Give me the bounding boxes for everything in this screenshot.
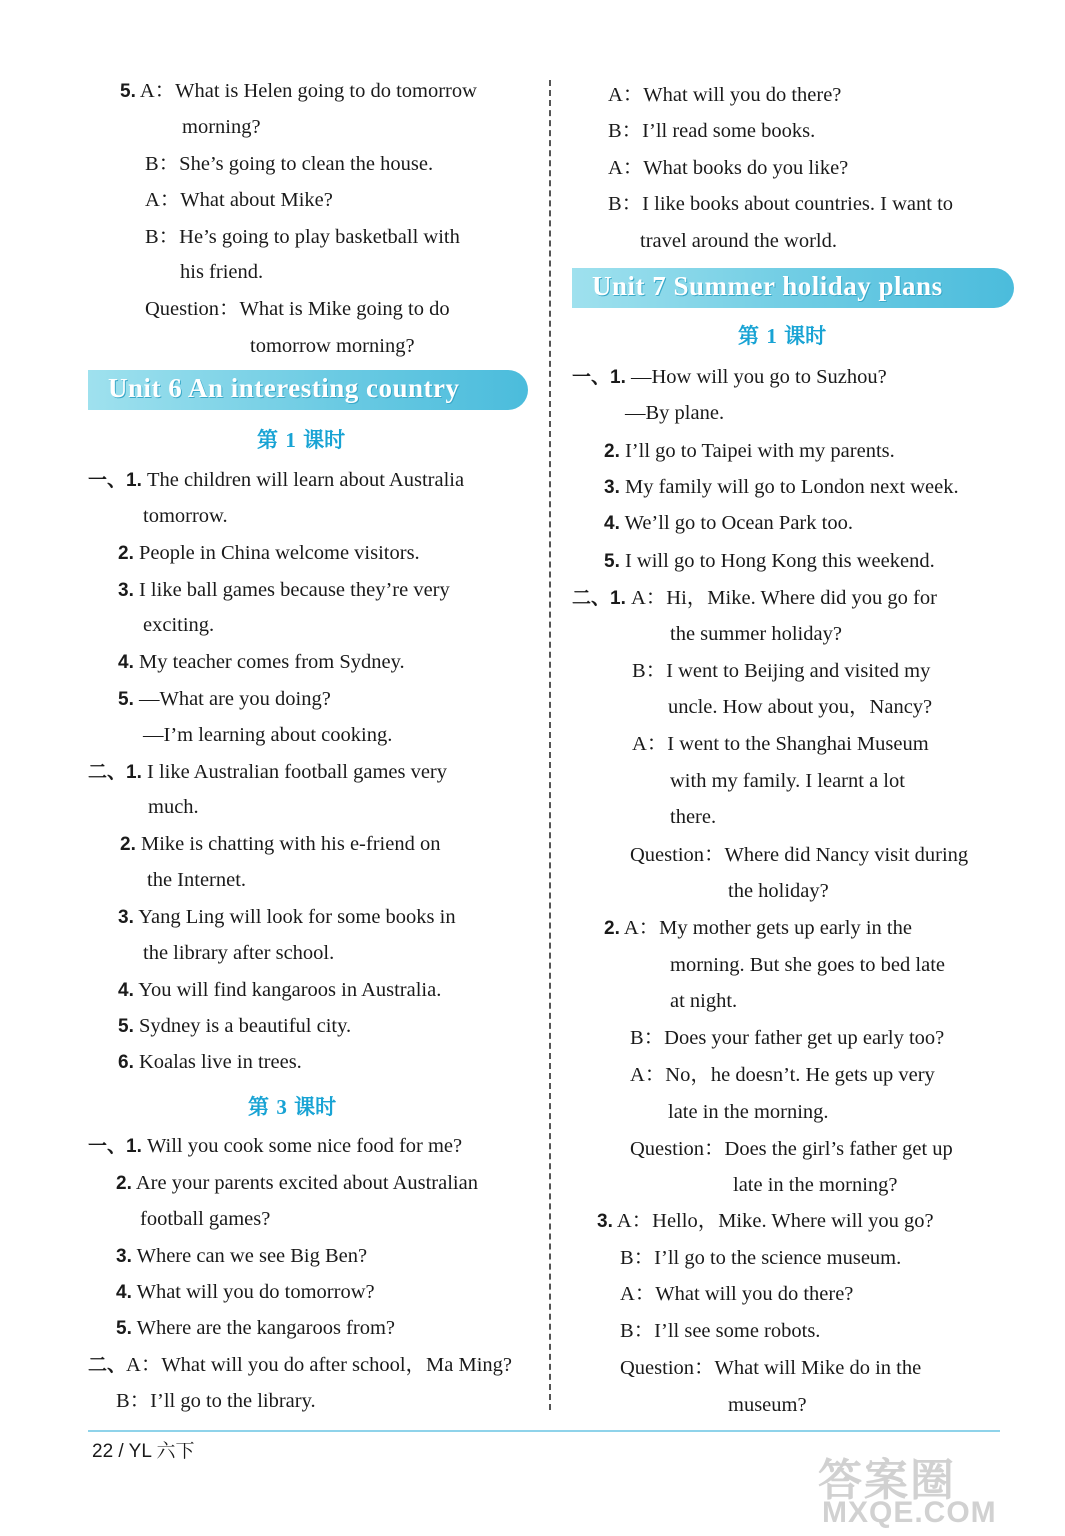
line-text: A：What about Mike? [145, 189, 333, 211]
item-number: 4. [604, 513, 620, 534]
line-text: People in China welcome visitors. [133, 542, 420, 564]
item-number: 4. [116, 1282, 132, 1303]
left-line [147, 867, 246, 893]
left-line [118, 904, 456, 931]
section-marker: 二、 [88, 1354, 127, 1376]
line-text: Yang Ling will look for some books in [133, 906, 456, 928]
line-text: My family will go to London next week. [619, 476, 959, 498]
line-text: the library after school. [143, 942, 335, 964]
footer-rule [88, 1430, 1000, 1432]
right-line [608, 191, 953, 217]
item-number: 1. [126, 762, 142, 783]
unit-6-banner [88, 370, 528, 410]
item-number: 3. [116, 1246, 132, 1267]
unit-7-banner [572, 268, 1014, 308]
line-text: B：I’ll go to the library. [116, 1390, 316, 1412]
left-line [145, 224, 460, 250]
line-text: —How will you go to Suzhou? [625, 366, 887, 388]
page-number: 22 [92, 1441, 114, 1462]
left-line [88, 1133, 462, 1160]
item-number: 1. [126, 470, 142, 491]
item-number: 4. [118, 652, 134, 673]
line-text: Where can we see Big Ben? [131, 1245, 368, 1267]
line-text: B：I’ll read some books. [608, 120, 816, 142]
line-text: Will you cook some nice food for me? [141, 1135, 463, 1157]
left-line [116, 1315, 395, 1342]
item-number: 3. [118, 580, 134, 601]
line-text: the holiday? [728, 880, 829, 902]
line-text: the Internet. [147, 869, 247, 891]
line-text: I like Australian football games very [141, 761, 448, 783]
right-line [728, 878, 829, 904]
right-line [630, 1025, 944, 1051]
column-divider [549, 80, 551, 1410]
line-text: Question：What will Mike do in the [620, 1357, 922, 1379]
line-text: Koalas live in trees. [133, 1051, 302, 1073]
section-marker: 一、 [572, 366, 611, 388]
line-text: tomorrow. [143, 505, 228, 527]
line-text: morning? [182, 116, 261, 138]
line-text: exciting. [143, 614, 215, 636]
left-line [118, 1049, 302, 1076]
left-line [116, 1388, 316, 1414]
section-marker: 一、 [88, 469, 127, 491]
left-line [118, 1013, 351, 1040]
right-line [670, 952, 945, 978]
line-text: B：She’s going to clean the house. [145, 153, 434, 175]
right-line [620, 1318, 820, 1344]
left-line [118, 686, 331, 713]
right-line [670, 988, 737, 1014]
line-text: Are your parents excited about Australian [131, 1172, 478, 1194]
line-text: at night. [670, 990, 738, 1012]
line-text: late in the morning. [668, 1101, 829, 1123]
line-text: I’ll go to Taipei with my parents. [619, 440, 895, 462]
right-line [670, 804, 716, 830]
left-line [145, 296, 450, 322]
line-text: much. [148, 796, 199, 818]
item-number: 4. [118, 980, 134, 1001]
right-line [670, 621, 842, 647]
left-line [250, 333, 415, 359]
line-text: A：I went to the Shanghai Museum [632, 733, 929, 755]
left-line [143, 722, 392, 748]
line-text: uncle. How about you，Nancy? [668, 696, 933, 718]
line-text: the summer holiday? [670, 623, 842, 645]
line-text: Question：What is Mike going to do [145, 298, 450, 320]
left-line [118, 577, 450, 604]
item-number: 3. [597, 1211, 613, 1232]
item-number: 2. [120, 834, 136, 855]
line-text: You will find kangaroos in Australia. [133, 979, 442, 1001]
section-marker: 一、 [88, 1135, 127, 1157]
line-text: —What are you doing? [133, 688, 331, 710]
item-number: 5. [120, 81, 136, 102]
line-text: there. [670, 806, 717, 828]
left-line [145, 151, 433, 177]
line-text: morning. But she goes to bed late [670, 954, 945, 976]
line-text: his friend. [180, 261, 264, 283]
line-text: A：What will you do there? [620, 1283, 854, 1305]
line-text: late in the morning? [733, 1174, 898, 1196]
left-line [118, 540, 420, 567]
lesson-heading-unit6-1: 第 1 课时 [257, 428, 346, 452]
right-line [608, 155, 848, 181]
left-line [120, 831, 440, 858]
line-text: Question：Does the girl’s father get up [630, 1138, 953, 1160]
item-number: 5. [116, 1318, 132, 1339]
item-number: 2. [604, 918, 620, 939]
right-line [728, 1392, 807, 1418]
right-line [572, 585, 937, 612]
item-number: 5. [604, 551, 620, 572]
right-line [668, 1099, 829, 1125]
line-text: A：Hi，Mike. Where did you go for [625, 587, 937, 609]
right-line [604, 438, 895, 465]
section-marker: 二、 [88, 761, 127, 783]
left-line [140, 1206, 270, 1232]
left-line [182, 114, 261, 140]
lesson-heading-unit7-1: 第 1 课时 [738, 324, 827, 348]
right-line [733, 1172, 898, 1198]
line-text: We’ll go to Ocean Park too. [619, 512, 853, 534]
item-number: 2. [116, 1173, 132, 1194]
line-text: Question：Where did Nancy visit during [630, 844, 969, 866]
line-text: A：Hello，Mike. Where will you go? [612, 1210, 934, 1232]
line-text: —I’m learning about cooking. [143, 724, 393, 746]
right-line [604, 510, 853, 537]
line-text: A：No，he doesn’t. He gets up very [630, 1064, 935, 1086]
line-text: A：What will you do after school，Ma Ming? [126, 1354, 513, 1376]
right-line [668, 694, 932, 720]
section-marker: 二、 [572, 587, 611, 609]
line-text: Mike is chatting with his e-friend on [135, 833, 441, 855]
line-text: My teacher comes from Sydney. [133, 651, 405, 673]
right-line [604, 548, 935, 575]
right-line [630, 1062, 935, 1088]
item-number: 1. [610, 588, 626, 609]
right-line [632, 658, 930, 684]
line-text: A：My mother gets up early in the [619, 917, 912, 939]
right-line [625, 400, 724, 426]
right-line [620, 1245, 901, 1271]
line-text: A：What is Helen going to do tomorrow [135, 80, 477, 102]
right-line [597, 1208, 934, 1235]
right-line [632, 731, 929, 757]
right-line [608, 82, 841, 108]
left-line [120, 78, 477, 105]
right-line [630, 842, 968, 868]
left-line [143, 612, 214, 638]
line-text: B：He’s going to play basketball with [145, 226, 460, 248]
left-line [143, 940, 334, 966]
line-text: A：What will you do there? [608, 84, 842, 106]
line-text: with my family. I learnt a lot [670, 770, 905, 792]
left-line [118, 977, 441, 1004]
left-line [148, 794, 199, 820]
item-number: 3. [604, 477, 620, 498]
line-text: What will you do tomorrow? [131, 1281, 375, 1303]
right-line [670, 768, 905, 794]
line-text: B：I went to Beijing and visited my [632, 660, 931, 682]
left-line [88, 467, 464, 494]
left-line [180, 259, 263, 285]
page-footer: 22 / YL 六下 [92, 1440, 195, 1462]
item-number: 2. [118, 543, 134, 564]
line-text: B：Does your father get up early too? [630, 1027, 945, 1049]
line-text: —By plane. [625, 402, 725, 424]
line-text: B：I like books about countries. I want to [608, 193, 954, 215]
right-line [630, 1136, 953, 1162]
line-text: B：I’ll see some robots. [620, 1320, 821, 1342]
item-number: 2. [604, 441, 620, 462]
line-text: I like ball games because they’re very [133, 579, 450, 601]
item-number: 1. [126, 1136, 142, 1157]
lesson-heading-unit6-3: 第 3 课时 [248, 1095, 337, 1119]
right-line [608, 118, 815, 144]
right-line [604, 474, 959, 501]
line-text: football games? [140, 1208, 271, 1230]
right-line [620, 1281, 853, 1307]
left-line [88, 759, 447, 786]
left-line [116, 1170, 478, 1197]
item-number: 1. [610, 367, 626, 388]
item-number: 6. [118, 1052, 134, 1073]
line-text: A：What books do you like? [608, 157, 849, 179]
left-line [118, 649, 405, 676]
line-text: tomorrow morning? [250, 335, 415, 357]
unit-6-title: Unit 6 An interesting country [108, 373, 460, 403]
watermark-logo: 答案圈 MXQE.COM [818, 1455, 997, 1529]
left-line [145, 187, 333, 213]
unit-7-title: Unit 7 Summer holiday plans [592, 271, 943, 301]
right-line [620, 1355, 921, 1381]
line-text: museum? [728, 1394, 807, 1416]
line-text: Where are the kangaroos from? [131, 1317, 396, 1339]
item-number: 5. [118, 689, 134, 710]
line-text: Sydney is a beautiful city. [133, 1015, 352, 1037]
line-text: The children will learn about Australia [141, 469, 465, 491]
right-line [572, 364, 887, 391]
line-text: I will go to Hong Kong this weekend. [619, 550, 935, 572]
line-text: travel around the world. [640, 230, 837, 252]
left-line [116, 1279, 375, 1306]
item-number: 3. [118, 907, 134, 928]
line-text: B：I’ll go to the science museum. [620, 1247, 902, 1269]
left-line [143, 503, 228, 529]
right-line [640, 228, 837, 254]
item-number: 5. [118, 1016, 134, 1037]
left-line [88, 1352, 512, 1378]
grade-label: 六下 [156, 1440, 195, 1462]
right-line [604, 915, 912, 942]
book-code: YL [128, 1441, 157, 1462]
left-line [116, 1243, 367, 1270]
